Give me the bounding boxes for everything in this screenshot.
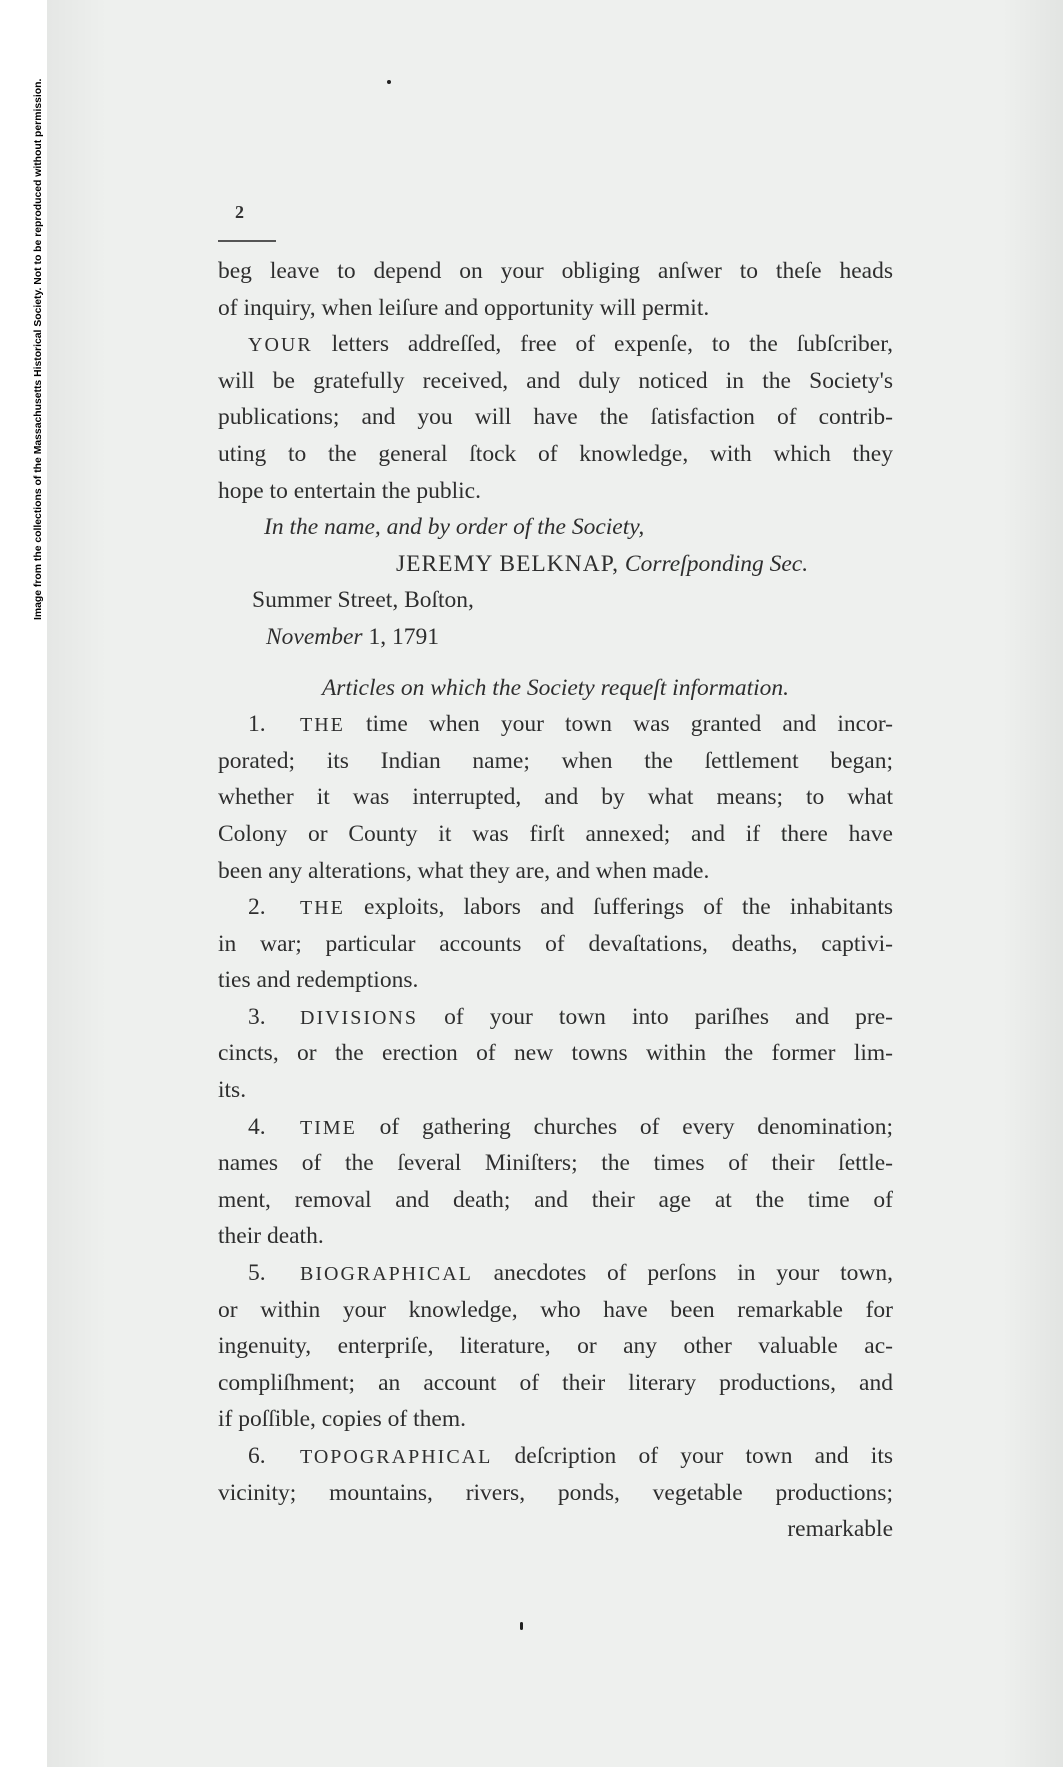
article-first-line [218, 1438, 893, 1475]
header-rule [218, 240, 276, 242]
signature-name: JEREMY BELKNAP, [396, 550, 620, 577]
date-rest: 1, 1791 [368, 623, 439, 650]
text-line: compliſhment; an account of their literary productions, and [218, 1369, 893, 1396]
article-number: 4. [248, 1113, 266, 1140]
text-line: of inquiry, when leiſure and opportunity will permit. [218, 294, 710, 321]
text-line: Colony or County it was firſt annexed; and if there have [218, 820, 893, 847]
date-line [218, 619, 893, 656]
address-line: Summer Street, Boſton, [252, 587, 474, 614]
article-first-line [218, 1255, 893, 1292]
text-line: if poſſible, copies of them. [218, 1406, 467, 1433]
text-line: in war; particular accounts of devaſtations, deaths, captivi- [218, 930, 893, 957]
lead-word: THE [300, 897, 345, 920]
text-line: ties and redemptions. [218, 967, 419, 994]
text-line [218, 326, 893, 363]
lead-word: TIME [300, 1116, 357, 1139]
closing-line: In the name, and by order of the Society, [264, 514, 645, 541]
text-line: cincts, or the erection of new towns within the former lim- [218, 1040, 893, 1067]
text-line: publications; and you will have the ſatisfaction of contrib- [218, 404, 893, 431]
article-first-line [218, 889, 893, 926]
text-run: of gathering churches of every denomination; [356, 1113, 893, 1140]
lead-word: BIOGRAPHICAL [300, 1263, 473, 1286]
article-number: 5. [248, 1260, 266, 1287]
text-line: hope to entertain the public. [218, 477, 481, 504]
text-line: or within your knowledge, who have been remarkable for [218, 1296, 893, 1323]
ink-speck [520, 1622, 523, 1630]
article-number: 2. [248, 894, 266, 921]
text-line: ment, removal and death; and their age at the time of [218, 1186, 893, 1213]
copyright-credit: Image from the collections of the Massachusetts Historical Society. Not to be reproduced without permission. [33, 78, 44, 620]
text-line: been any alterations, what they are, and when made. [218, 857, 710, 884]
date-month: November [266, 623, 363, 650]
document-body [218, 253, 893, 1548]
text-line: their death. [218, 1223, 324, 1250]
text-run: letters addreſſed, free of expenſe, to the ſubſcriber, [312, 331, 893, 358]
article-number: 6. [248, 1443, 266, 1469]
text-line: uting to the general ſtock of knowledge, with which they [218, 440, 893, 467]
text-run: exploits, labors and ſufferings of the inhabitants [344, 894, 893, 921]
text-line: vicinity; mountains, rivers, ponds, vegetable productions; [218, 1479, 893, 1506]
lead-word: YOUR [248, 334, 313, 357]
text-line: beg leave to depend on your obliging anſwer to theſe heads [218, 258, 893, 284]
article-number: 1. [248, 711, 266, 738]
article-first-line [218, 999, 893, 1036]
catchword: remarkable [787, 1516, 893, 1543]
signature-line [218, 546, 893, 583]
text-run: deſcription of your town and its [492, 1443, 893, 1469]
text-line: whether it was interrupted, and by what means; to what [218, 784, 893, 811]
text-line: ingenuity, enterpriſe, literature, or any other valuable ac- [218, 1333, 893, 1360]
signature-title: Correſponding Sec. [624, 550, 809, 577]
article-number: 3. [248, 1003, 266, 1030]
articles-heading: Articles on which the Society requeſt information. [321, 674, 790, 701]
text-run: time when your town was granted and incor- [344, 711, 893, 738]
lead-word: TOPOGRAPHICAL [300, 1446, 493, 1468]
article-first-line [218, 1109, 893, 1146]
text-run: anecdotes of perſons in your town, [472, 1260, 893, 1287]
page-number: 2 [235, 202, 244, 222]
text-line: its. [218, 1077, 247, 1104]
lead-word: DIVISIONS [300, 1006, 418, 1029]
article-first-line [218, 706, 893, 743]
ink-speck [387, 80, 391, 84]
text-run: of your town into pariſhes and pre- [418, 1003, 893, 1030]
text-line: names of the ſeveral Miniſters; the times of their ſettle- [218, 1150, 893, 1177]
lead-word: THE [300, 714, 345, 737]
text-line: will be gratefully received, and duly noticed in the Society's [218, 367, 893, 394]
text-line: porated; its Indian name; when the ſettlement began; [218, 747, 893, 774]
